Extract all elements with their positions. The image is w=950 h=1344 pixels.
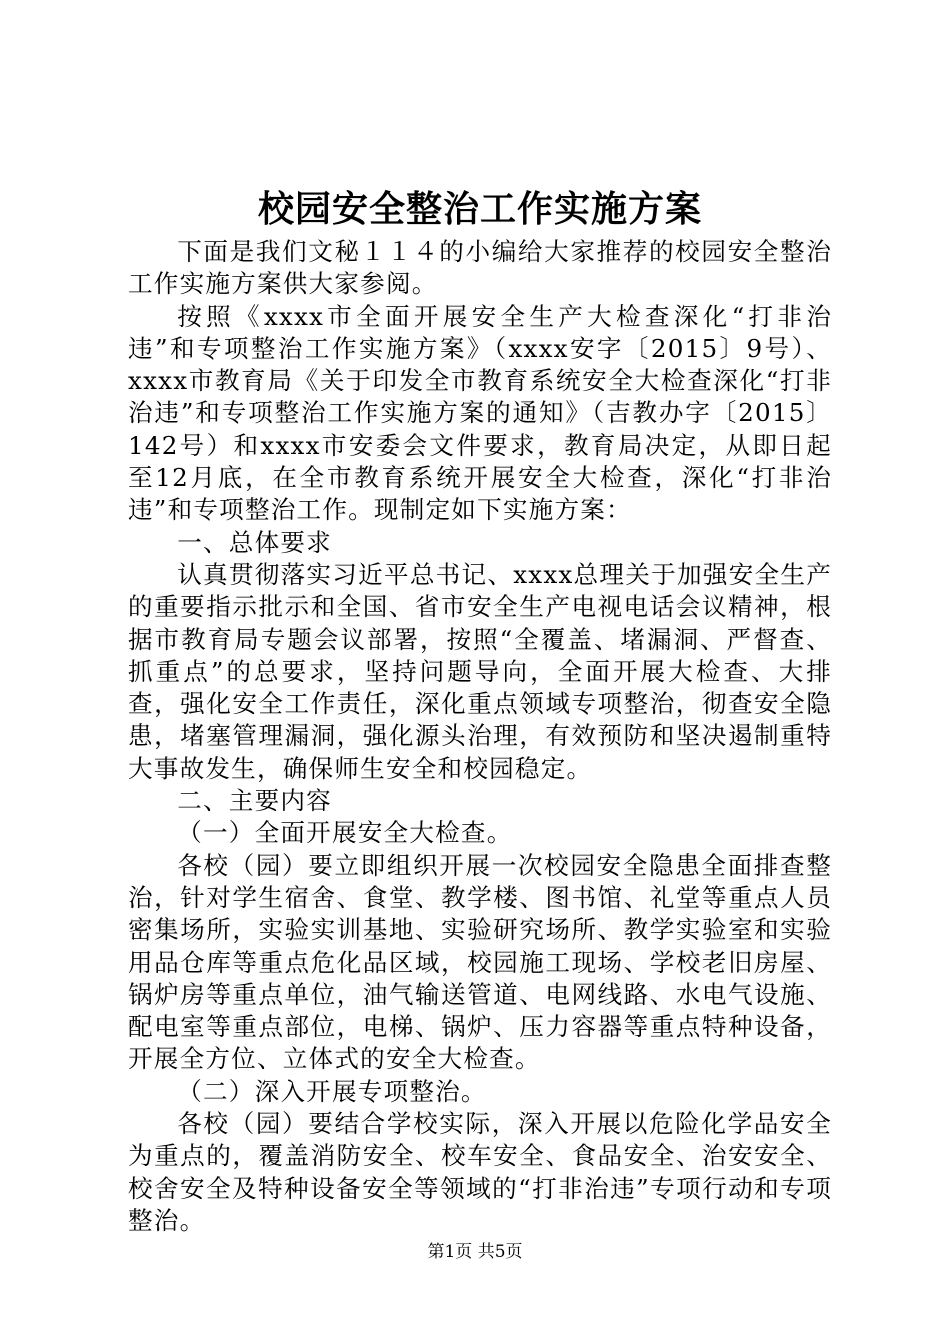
page-footer: 第1页 共5页 <box>427 1242 523 1262</box>
paragraph-general-requirements: 认真贯彻落实习近平总书记、xxxx总理关于加强安全生产的重要指示批示和全国、省市安全生产电视电话会议精神，根据市教育局专题会议部署，按照“全覆盖、堵漏洞、严督查、抓重点”的总要求，坚持问题导向，全面开展大检查、大排查，强化安全工作责任，深化重点领域专项整治，彻查安全隐患，堵塞管理漏洞，强化源头治理，有效预防和坚决遏制重特大事故发生，确保师生安全和校园稳定。 <box>128 559 832 783</box>
paragraph-special-rectification: 各校（园）要结合学校实际，深入开展以危险化学品安全为重点的，覆盖消防安全、校车安全、食品安全、治安安全、校舍安全及特种设备安全等领域的“打非治违”专项行动和专项整治。 <box>128 1109 832 1235</box>
subheading-special-rectification: （二）深入开展专项整治。 <box>177 1076 487 1106</box>
section-heading-general-requirements: 一、总体要求 <box>177 527 332 557</box>
paragraph-basis: 按照《xxxx市全面开展安全生产大检查深化“打非治违”和专项整治工作实施方案》（xxxx安字〔2015〕9号）、xxxx市教育局《关于印发全市教育系统安全大检查深化“打非治违”和专项整治工作实施方案的通知》（吉教办字〔2015〕142号）和xxxx市安委会文件要求，教育局决定，从即日起至12月底，在全市教育系统开展安全大检查，深化“打非治违”和专项整治工作。现制定如下实施方案： <box>128 301 832 525</box>
document-title: 校园安全整治工作实施方案 <box>257 188 702 230</box>
paragraph-safety-inspection: 各校（园）要立即组织开展一次校园安全隐患全面排查整治，针对学生宿舍、食堂、教学楼、图书馆、礼堂等重点人员密集场所，实验实训基地、实验研究场所、教学实验室和实验用品仓库等重点危化品区域，校园施工现场、学校老旧房屋、锅炉房等重点单位，油气输送管道、电网线路、水电气设施、配电室等重点部位，电梯、锅炉、压力容器等重点特种设备，开展全方位、立体式的安全大检查。 <box>128 850 832 1074</box>
section-heading-main-content: 二、主要内容 <box>177 786 332 816</box>
document-body <box>128 236 832 1237</box>
document-page <box>128 0 832 1344</box>
subheading-safety-inspection: （一）全面开展安全大检查。 <box>177 818 513 848</box>
paragraph-intro: 下面是我们文秘１１４的小编给大家推荐的校园安全整治工作实施方案供大家参阅。 <box>128 237 832 299</box>
